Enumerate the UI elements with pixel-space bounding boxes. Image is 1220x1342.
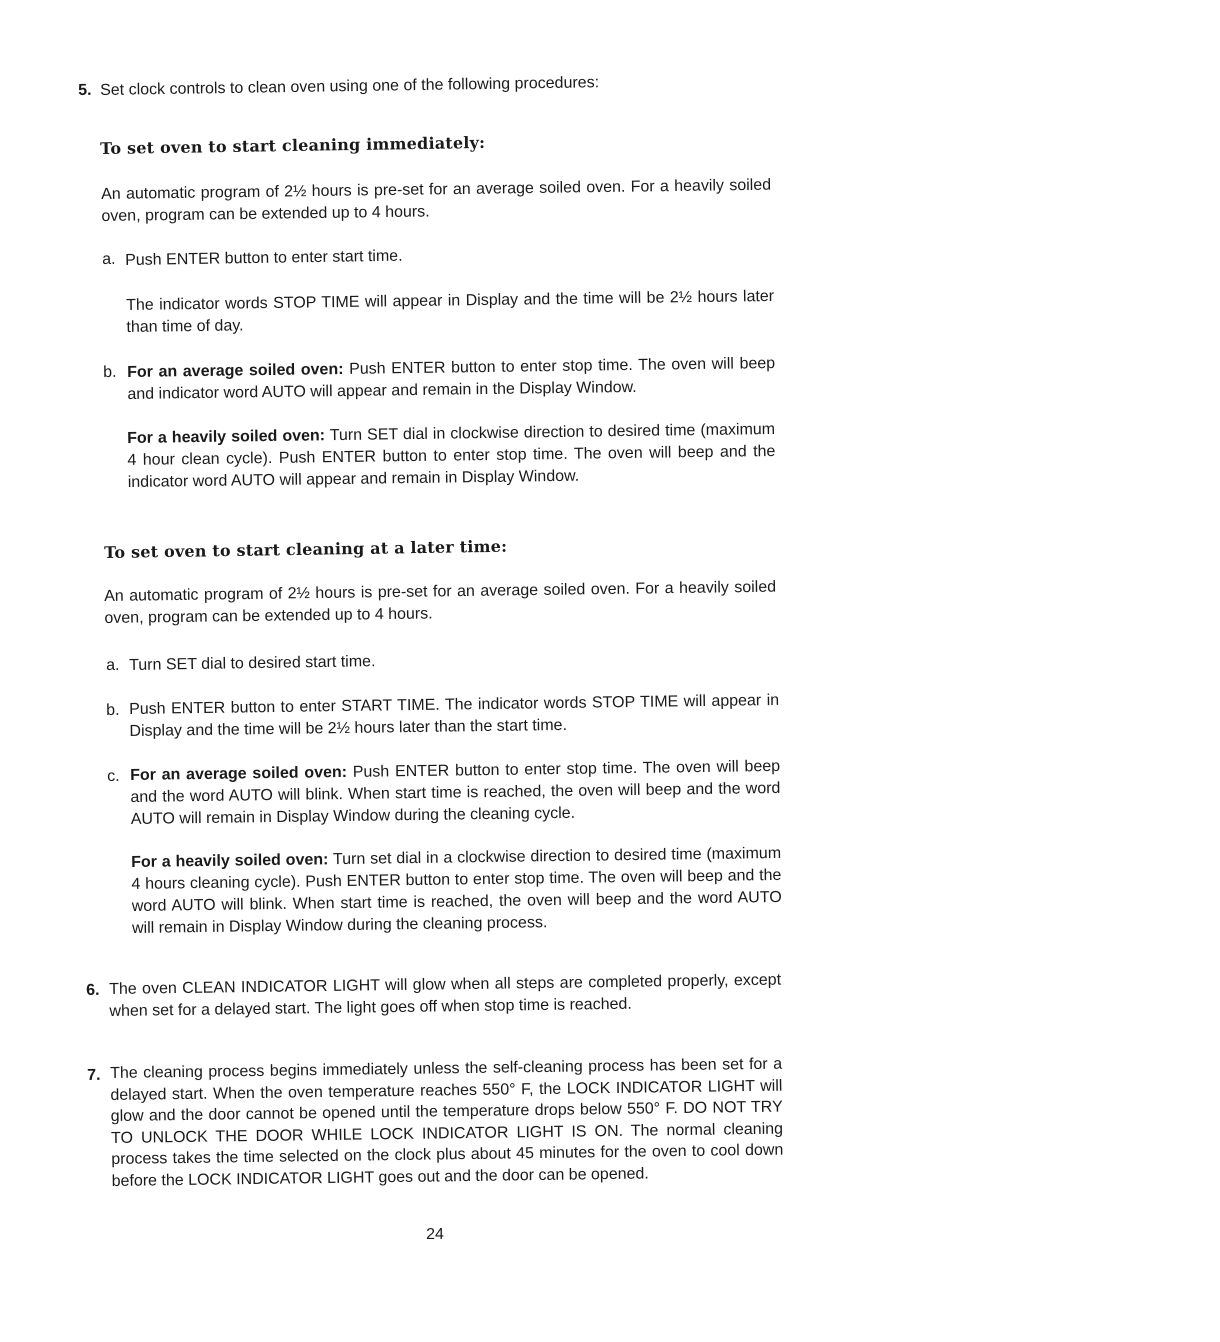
section-1-intro: An automatic program of 2½ hours is pre-set for an average soiled oven. For a heavily soiled oven, program can be extended up to 4 hours.	[101, 176, 772, 225]
section-1-step-a-text: Push ENTER button to enter start time.	[125, 247, 403, 269]
section-1-step-b-heavy-paragraph	[127, 419, 776, 494]
section-2-intro: An automatic program of 2½ hours is pre-set for an average soiled oven. For a heavily soiled oven, program can be extended up to 4 hours.	[104, 578, 777, 627]
section-1-step-b-paragraph	[127, 353, 776, 406]
heavy-soiled-text: Turn SET dial in clockwise direction to desired time (maximum 4 hour clean cycle). Push ENTER button to enter stop time. The oven will beep and the indicator word AUTO will appear and remain in Display Window.	[127, 420, 776, 491]
page-number: 24	[426, 1226, 444, 1243]
section-2-step-b-label: b.	[106, 701, 120, 719]
section-2-step-c-heavy-paragraph	[131, 843, 782, 940]
average-soiled-lead: For an average soiled oven:	[127, 360, 344, 381]
item-5-number: 5.	[78, 81, 92, 99]
heavy-soiled-lead-2: For a heavily soiled oven:	[131, 851, 329, 871]
section-1-step-a-label: a.	[102, 250, 116, 268]
section-2-step-c-label: c.	[107, 767, 120, 785]
average-soiled-lead-2: For an average soiled oven:	[130, 763, 348, 784]
section-2-step-c-paragraph	[130, 756, 781, 831]
item-7-text: The cleaning process begins immediately unless the self-cleaning process has been set for a delayed start. When the oven temperature reaches 550° F, the LOCK INDICATOR LIGHT will glow and the door cannot be opened until the temperature drops below 550° F. DO NOT TRY TO UNLOCK THE DOOR WHILE LOCK INDICATOR LIGHT IS ON. The normal cleaning process takes the time selected on the clock plus about 45 minutes for the oven to cool down before the LOCK INDICATOR LIGHT goes out and the door can be opened.	[110, 1055, 784, 1190]
section-2-step-a-label: a.	[106, 656, 120, 674]
section-2-step-b-text: Push ENTER button to enter START TIME. The indicator words STOP TIME will appear in Display and the time will be 2½ hours later than the start time.	[129, 691, 780, 740]
section-2-step-a-text: Turn SET dial to desired start time.	[129, 653, 376, 674]
section-1-heading: To set oven to start cleaning immediately:	[100, 132, 486, 158]
item-7-number: 7.	[87, 1066, 101, 1084]
heavy-soiled-lead: For a heavily soiled oven:	[127, 427, 326, 447]
item-6-text: The oven CLEAN INDICATOR LIGHT will glow when all steps are completed properly, except when set for a delayed start. The light goes off when stop time is reached.	[109, 971, 782, 1020]
section-1-step-b-label: b.	[103, 363, 117, 381]
average-soiled-text-2: Push ENTER button to enter stop time. The oven will beep and the word AUTO will blink. When start time is reached, the oven will beep and the word AUTO will remain in Display Window during the cleaning cycle.	[130, 757, 781, 828]
section-2-heading: To set oven to start cleaning at a later time:	[104, 536, 508, 562]
heavy-soiled-text-2: Turn set dial in a clockwise direction to desired time (maximum 4 hours cleaning cycle). Push ENTER button to enter stop time. The oven will beep and the word AUTO will blink. When start time is reached, the oven will beep and the word AUTO will remain in Display Window during the cleaning process.	[131, 844, 782, 937]
section-1-step-a-note: The indicator words STOP TIME will appear in Display and the time will be 2½ hours later than time of day.	[126, 287, 775, 336]
item-6-number: 6.	[86, 981, 100, 999]
item-5-text: Set clock controls to clean oven using one of the following procedures:	[100, 74, 600, 99]
average-soiled-text: Push ENTER button to enter stop time. The oven will beep and indicator word AUTO will appear and remain in the Display Window.	[127, 354, 776, 403]
